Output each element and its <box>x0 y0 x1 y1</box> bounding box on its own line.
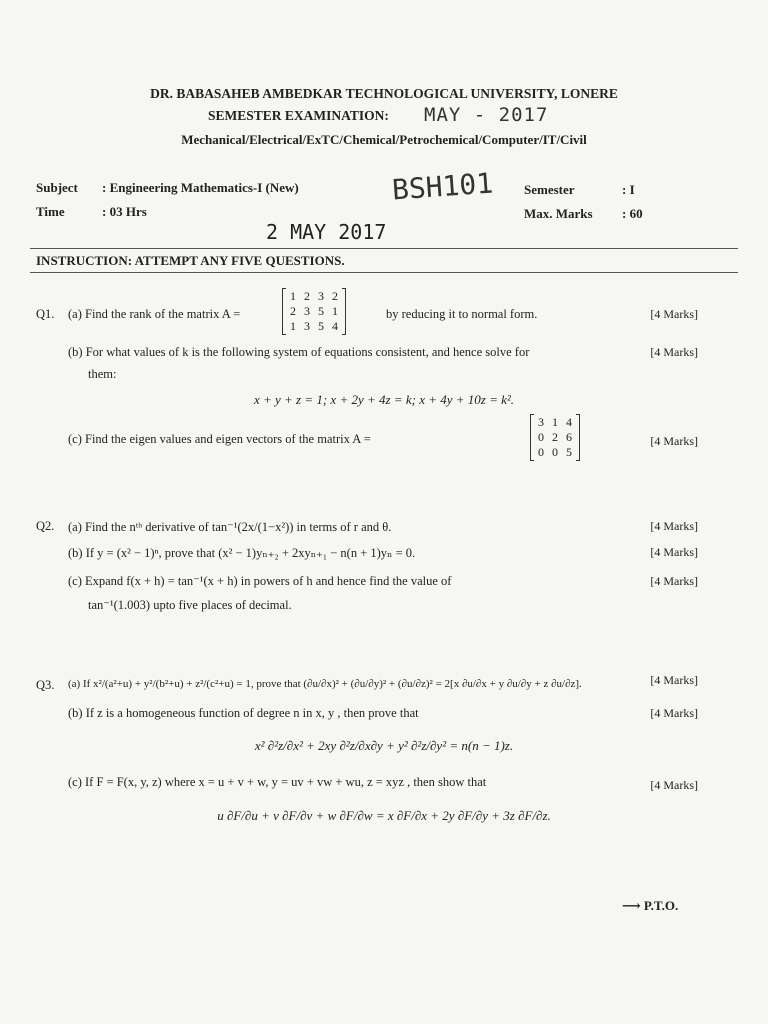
matrix-cell: 0 <box>538 445 544 459</box>
exam-label: SEMESTER EXAMINATION: <box>208 108 389 123</box>
matrix-cell: 3 <box>538 415 544 429</box>
q1b-marks: [4 Marks] <box>650 345 698 359</box>
matrix-cell: 2 <box>332 289 338 303</box>
matrix-cell: 5 <box>318 319 324 333</box>
matrix-cell: 1 <box>552 415 558 429</box>
matrix-cell: 0 <box>538 430 544 444</box>
date-stamp: 2 MAY 2017 <box>266 220 387 244</box>
q2-number: Q2. <box>36 519 55 533</box>
subject-value: : Engineering Mathematics-I (New) <box>102 180 299 195</box>
pto-text: P.T.O. <box>643 898 679 913</box>
q1a-text: (a) Find the rank of the matrix A = <box>68 307 241 321</box>
arrow-right-icon: ⟶ <box>622 898 641 913</box>
branches: Mechanical/Electrical/ExTC/Chemical/Petrochemical/Computer/IT/Civil <box>181 132 587 147</box>
matrix-cell: 2 <box>290 304 296 318</box>
matrix-cell: 1 <box>332 304 338 318</box>
matrix-cell: 2 <box>304 289 310 303</box>
matrix-cell: 1 <box>290 289 296 303</box>
matrix-cell: 4 <box>566 415 572 429</box>
time-value: : 03 Hrs <box>102 204 147 219</box>
university-name: DR. BABASAHEB AMBEDKAR TECHNOLOGICAL UNIVERSITY, LONERE <box>150 86 618 101</box>
matrix-cell: 1 <box>290 319 296 333</box>
q2c-marks: [4 Marks] <box>650 574 698 588</box>
matrix-cell: 3 <box>304 304 310 318</box>
q3c-marks: [4 Marks] <box>650 778 698 792</box>
matrix-cell: 6 <box>566 430 572 444</box>
matrix-cell: 3 <box>304 319 310 333</box>
q3b-text: (b) If z is a homogeneous function of degree n in x, y , then prove that <box>68 706 419 720</box>
matrix-cell: 4 <box>332 319 338 333</box>
q3c-equation: u ∂F/∂u + v ∂F/∂v + w ∂F/∂w = x ∂F/∂x + 2y ∂F/∂y + 3z ∂F/∂z. <box>217 808 551 823</box>
q2c-text: (c) Expand f(x + h) = tan⁻¹(x + h) in powers of h and hence find the value of <box>68 574 452 588</box>
semester-label: Semester <box>524 182 575 197</box>
matrix-cell: 5 <box>566 445 572 459</box>
matrix-cell: 0 <box>552 445 558 459</box>
time-label: Time <box>36 204 65 219</box>
matrix-row <box>286 304 342 319</box>
q2a-text: (a) Find the nᵗʰ derivative of tan⁻¹(2x/(1−x²)) in terms of r and θ. <box>68 520 392 534</box>
course-code-handwritten: BSH101 <box>390 166 495 207</box>
maxmarks-label: Max. Marks <box>524 206 593 221</box>
matrix-row <box>534 415 576 430</box>
matrix-row <box>534 430 576 445</box>
q1c-text: (c) Find the eigen values and eigen vectors of the matrix A = <box>68 432 371 446</box>
q1a-matrix <box>282 289 346 334</box>
q1c-matrix <box>530 415 580 460</box>
matrix-cell: 3 <box>318 289 324 303</box>
divider-bottom <box>30 272 738 273</box>
divider-top <box>30 248 738 249</box>
q3-number: Q3. <box>36 678 55 692</box>
semester-value: : I <box>622 182 635 197</box>
q1c-marks: [4 Marks] <box>650 434 698 448</box>
subject-label: Subject <box>36 180 78 195</box>
matrix-row <box>534 445 576 460</box>
matrix-cell: 5 <box>318 304 324 318</box>
exam-month-handwritten: MAY - 2017 <box>424 104 549 126</box>
matrix-row <box>286 289 342 304</box>
q1-number: Q1. <box>36 307 55 321</box>
maxmarks-value: : 60 <box>622 206 643 221</box>
q2a-marks: [4 Marks] <box>650 519 698 533</box>
matrix-row <box>286 319 342 334</box>
instruction: INSTRUCTION: ATTEMPT ANY FIVE QUESTIONS. <box>36 253 345 268</box>
q2b-text: (b) If y = (x² − 1)ⁿ, prove that (x² − 1)yₙ₊₂ + 2xyₙ₊₁ − n(n + 1)yₙ = 0. <box>68 546 416 560</box>
q1b-equations: x + y + z = 1; x + 2y + 4z = k; x + 4y + 10z = k². <box>253 392 515 407</box>
q1a-text-post: by reducing it to normal form. <box>386 307 538 321</box>
q1b-text-cont: them: <box>88 367 117 381</box>
matrix-cell: 2 <box>552 430 558 444</box>
q3c-text: (c) If F = F(x, y, z) where x = u + v + w, y = uv + vw + wu, z = xyz , then show that <box>68 775 487 789</box>
q2b-marks: [4 Marks] <box>650 545 698 559</box>
q1b-text: (b) For what values of k is the following system of equations consistent, and hence solve for <box>68 345 530 359</box>
pto-indicator <box>622 898 678 914</box>
q2c-text-cont: tan⁻¹(1.003) upto five places of decimal. <box>88 598 292 612</box>
q1a-marks: [4 Marks] <box>650 307 698 321</box>
q3b-marks: [4 Marks] <box>650 706 698 720</box>
q3a-marks: [4 Marks] <box>650 673 698 687</box>
q3a-text: (a) If x²/(a²+u) + y²/(b²+u) + z²/(c²+u) = 1, prove that (∂u/∂x)² + (∂u/∂y)² + (∂u/∂z)² = 2[x ∂u/∂x + y ∂u/∂y + z ∂u/∂z]. <box>68 678 582 690</box>
q3b-equation: x² ∂²z/∂x² + 2xy ∂²z/∂x∂y + y² ∂²z/∂y² = n(n − 1)z. <box>254 738 514 753</box>
